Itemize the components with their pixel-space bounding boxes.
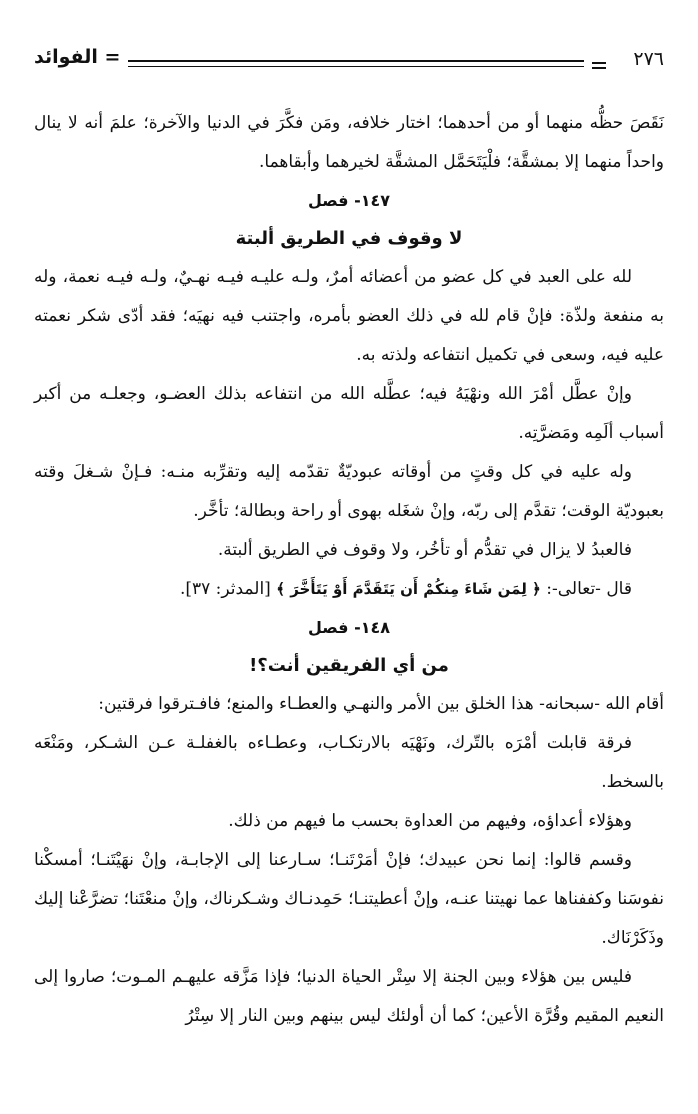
- verse-reference: [المدثر: ٣٧].: [179, 579, 277, 599]
- paragraph: فليس بين هؤلاء وبين الجنة إلا سِتْر الحياة الدنيا؛ فإذا مَزَّقه عليهـم المـوت؛ صاروا إلى النعيم المقيم وقُرَّة الأعين؛ كما أن أولئك ليس بينهم وبين النار إلا سِتْرُ: [34, 967, 664, 1026]
- book-title: = الفوائد: [34, 46, 121, 68]
- paragraph: لله على العبد في كل عضو من أعضائه أمرٌ، ولـه عليـه فيـه نهـيٌ، ولـه فيـه نعمة، وله به منفعة ولذّة: فإنْ قام لله في ذلك العضو بأمره، واجتنب فيه نهيَه؛ فقد أدّى شكر نعمته عليه فيه، وسعى في تكميل انتفاعه ولذته به.: [34, 267, 664, 365]
- page-number: ٢٧٦: [633, 48, 664, 70]
- paragraph-with-ayah: [34, 570, 664, 609]
- header-dash: [592, 62, 606, 69]
- header-rule: [128, 60, 584, 67]
- ayah-intro: قال -تعالى-:: [540, 579, 632, 599]
- running-header: [32, 40, 666, 84]
- paragraph: فالعبدُ لا يزال في تقدُّم أو تأخُر، ولا وقوف في الطريق ألبتة.: [217, 540, 632, 560]
- paragraph-continuation: نَقَصَ حظُّه منهما أو من أحدهما؛ اختار خلافه، ومَن فكَّرَ في الدنيا والآخرة؛ علمَ أنه لا ينال واحداً منهما إلا بمشقَّة؛ فلْيَتَحَمَّل المشقَّة لخيرهما وأبقاهما.: [34, 113, 664, 172]
- page-body: [34, 104, 664, 1036]
- paragraph: وقسم قالوا: إنما نحن عبيدك؛ فإنْ أمَرْتَنـا؛ سـارعنا إلى الإجابـة، وإنْ نهَيْتَنـا؛ أمسكْنا نفوسَنا وكففناها عما نهيتنا عنـه، وإنْ أعطيتنـا؛ حَمِدنـاك وشـكرناك، وإنْ منعْتَنا؛ تضرَّعْنا إليك وذَكَرْنَاك.: [34, 850, 664, 948]
- quran-verse: ﴿ لِمَن شَاءَ مِنكُمْ أَن يَتَقَدَّمَ أَوْ يَتَأَخَّرَ ﴾: [276, 580, 541, 598]
- section-title: لا وقوف في الطريق ألبتة: [235, 228, 463, 249]
- paragraph: وهؤلاء أعداؤه، وفيهم من العداوة بحسب ما فيهم من ذلك.: [228, 811, 632, 831]
- paragraph: أقام الله -سبحانه- هذا الخلق بين الأمر والنهـي والعطـاء والمنع؛ فافـترقوا فرقتين:: [98, 694, 664, 714]
- section-title: من أي الفريقين أنت؟!: [249, 655, 449, 676]
- section-number: ١٤٨- فصل: [307, 618, 391, 637]
- paragraph: وإنْ عطَّل أمْرَ الله ونهْيَهُ فيه؛ عطَّله الله من انتفاعه بذلك العضـو، وجعلـه من أكبر أسباب ألَمِه ومَضرَّتِه.: [34, 384, 664, 443]
- section-number: ١٤٧- فصل: [307, 191, 391, 210]
- paragraph: فرقة قابلت أمْرَه بالتّرك، ونَهْيَه بالارتكـاب، وعطـاءه بالغفلـة عـن الشـكر، ومَنْعَه بالسخط.: [34, 733, 664, 792]
- paragraph: وله عليه في كل وقتٍ من أوقاته عبوديّةٌ تقدّمه إليه وتقرِّبه منـه: فـإنْ شـغلَ وقته بعبوديّة الوقت؛ تقدَّم إلى ربّه، وإنْ شغَله بهوى أو راحة وبطالة؛ تأخَّر.: [34, 462, 664, 521]
